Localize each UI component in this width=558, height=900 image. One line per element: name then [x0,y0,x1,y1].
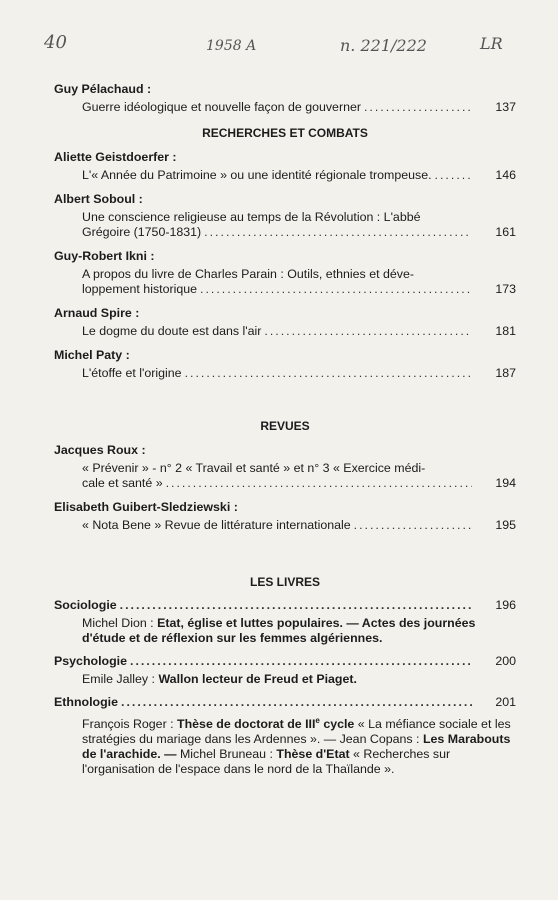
section-heading-revues: REVUES [260,419,310,433]
toc-category-line [54,695,472,710]
toc-entry [82,518,516,533]
toc-entry-title: A propos du livre de Charles Parain : Outils, ethnies et déve- [82,267,414,281]
toc-entry [82,267,516,297]
review-text: cycle [319,717,355,732]
review-text: Emile Jalley : [82,672,159,686]
review-text: Michel Bruneau : [179,747,277,762]
toc-entry [82,100,516,115]
toc-entry [82,168,516,183]
toc-entry-title: Le dogme du doute est dans l'air [82,324,262,338]
review-text: Thèse d'Etat [276,747,350,762]
dot-leader [435,168,472,183]
toc-entry-line [82,324,472,339]
review-text: « La méfiance sociale et les stratégies du mariage dans les Ardennes ». — Jean Copans : [82,717,511,747]
toc-book-review [82,616,516,646]
toc-author: Albert Soboul : [54,192,143,206]
toc-author: Guy-Robert Ikni : [54,249,155,263]
review-text: Wallon lecteur de Freud et Piaget. [158,672,357,686]
toc-entry-title: « Nota Bene » Revue de littérature internationale [82,518,351,532]
toc-entry-title: loppement historique [82,282,198,296]
review-text: Thèse de doctorat de III [177,717,316,732]
toc-entry [82,324,516,339]
toc-category-line [54,598,472,613]
toc-category-line [54,654,472,669]
toc-top-block [54,82,516,115]
toc-author: Arnaud Spire : [54,306,140,320]
toc-entry-title: « Prévenir » - n° 2 « Travail et santé » et n° 3 « Exercice médi- [82,461,426,475]
toc-book-review [82,713,516,777]
page-number: 195 [495,518,516,532]
dot-leader [120,598,472,613]
dot-leader [364,100,472,115]
toc-author: Guy Pélachaud : [54,82,152,96]
review-text: Michel Dion : [82,616,158,630]
toc-entry [82,210,516,240]
section-heading-livres: LES LIVRES [249,575,320,589]
toc-entry-line [82,366,472,381]
table-of-contents [54,82,516,777]
toc-entry-line [82,100,472,115]
toc-author: Jacques Roux : [54,443,146,457]
toc-revues-block [54,443,516,533]
toc-entry-title: cale et santé » [82,476,163,490]
toc-entry [82,461,516,491]
handwritten-note: LR [480,34,503,53]
toc-category [54,695,516,710]
page-number: 200 [495,654,516,668]
page-number: 201 [495,695,516,709]
toc-entry [82,366,516,381]
review-text: Les Marabouts de l'arachide. — [82,732,511,762]
handwritten-note: 40 [44,32,67,53]
toc-entry-line [82,518,472,533]
page-number: 137 [495,100,516,114]
toc-entry-title: L'étoffe et l'origine [82,366,182,380]
toc-entry-title: L'« Année du Patrimoine » ou une identité régionale trompeuse. [82,168,432,182]
review-text: e [315,716,320,725]
handwritten-note: n. 221/222 [340,36,427,55]
page-number: 196 [495,598,516,612]
toc-entry-title: Grégoire (1750-1831) [82,225,202,239]
dot-leader [185,366,472,381]
page-number: 146 [495,168,516,182]
toc-author: Aliette Geistdoerfer : [54,150,177,164]
page-number: 161 [495,225,516,239]
toc-category-name: Ethnologie [54,695,119,709]
review-text: Etat, église et luttes populaires. — Actes des journées d'étude et de réflexion sur les femmes algériennes. [82,616,476,645]
dot-leader [121,695,472,710]
handwritten-note: 1958 A [206,38,257,54]
toc-category-name: Psychologie [54,654,127,668]
toc-author: Elisabeth Guibert-Sledziewski : [54,500,238,514]
toc-author: Michel Paty : [54,348,130,362]
page-number: 173 [495,282,516,296]
toc-entry-title: Guerre idéologique et nouvelle façon de gouverner [82,100,361,114]
toc-recherches-block [54,150,516,381]
page-number: 187 [495,366,516,380]
dot-leader [166,476,472,491]
toc-category [54,598,516,613]
dot-leader [354,518,472,533]
toc-entry-line [82,476,472,491]
section-heading-recherches: RECHERCHES ET COMBATS [202,126,368,140]
toc-category [54,654,516,669]
toc-livres-block [54,598,516,777]
toc-category-name: Sociologie [54,598,117,612]
dot-leader [130,654,472,669]
review-text: « Recherches sur l'organisation de l'espace dans le nord de la Thaïlande ». [82,747,451,777]
page-number: 194 [495,476,516,490]
page-number: 181 [495,324,516,338]
dot-leader [204,225,472,240]
toc-entry-line [82,168,472,183]
dot-leader [264,324,472,339]
toc-book-review [82,672,516,687]
dot-leader [200,282,472,297]
toc-entry-line [82,282,472,297]
toc-entry-line [82,225,472,240]
review-text: François Roger : [82,717,178,732]
toc-entry-title: Une conscience religieuse au temps de la Révolution : L'abbé [82,210,421,224]
